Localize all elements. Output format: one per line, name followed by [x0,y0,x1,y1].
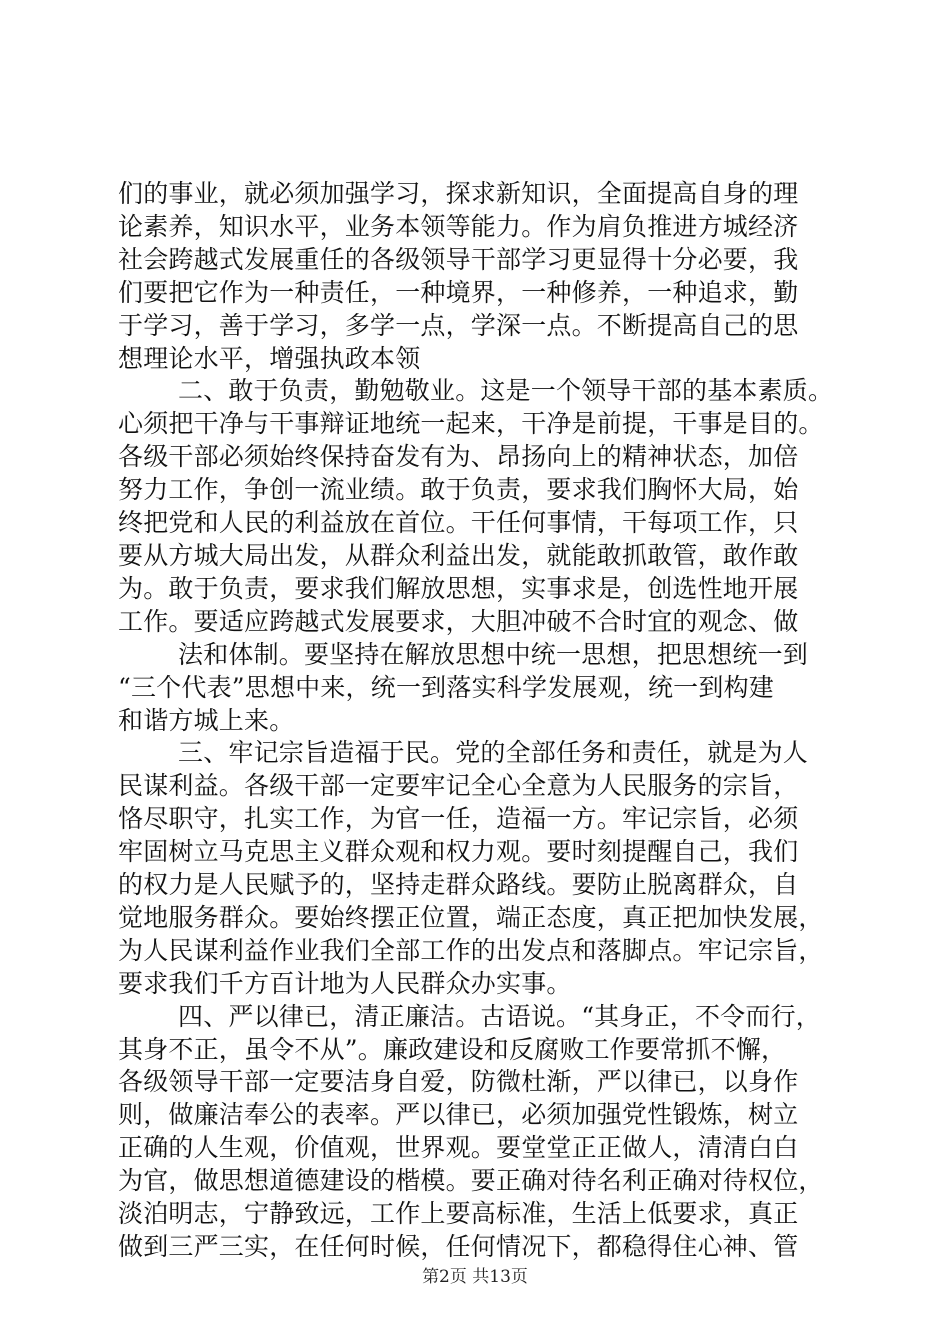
section-heading-line: 四、严以律已，清正廉洁。古语说。“其身正，不令而行， [178,1001,821,1031]
text-line: 淡泊明志，宁静致远，工作上要高标准，生活上低要求，真正 [118,1199,799,1229]
text-line: 其身不正，虽令不从”。廉政建设和反腐败工作要常抓不懈， [118,1034,787,1064]
text-line: 各级干部必须始终保持奋发有为、昂扬向上的精神状态，加倍 [118,442,799,472]
text-line: 的权力是人民赋予的，坚持走群众路线。要防止脱离群众，自 [118,870,799,900]
text-line: 要求我们千方百计地为人民群众办实事。 [118,968,572,998]
text-line: 牢固树立马克思主义群众观和权力观。要时刻提醒自己，我们 [118,837,799,867]
text-line: 各级领导干部一定要洁身自爱，防微杜渐，严以律已，以身作 [118,1067,799,1097]
text-line: 为官，做思想道德建设的楷模。要正确对待名利正确对待权位， [118,1166,824,1196]
text-line: 觉地服务群众。要始终摆正位置，端正态度，真正把加快发展， [118,902,824,932]
document-body [118,178,838,1264]
text-line: 法和体制。要坚持在解放思想中统一思想，把思想统一到 [178,639,809,669]
text-line: 恪尽职守，扎实工作，为官一任，造福一方。牢记宗旨，必须 [118,804,799,834]
text-line: 心须把干净与干事辩证地统一起来，干净是前提，干事是目的。 [118,409,824,439]
text-line: 论素养，知识水平，业务本领等能力。作为肩负推进方城经济 [118,211,799,241]
text-line: 和谐方城上来。 [118,705,295,735]
section-heading-line: 三、牢记宗旨造福于民。党的全部任务和责任，就是为人 [178,738,809,768]
section-heading-line: 二、敢于负责，勤勉敬业。这是一个领导干部的基本素质。 [178,376,834,406]
text-line: 为。敢于负责，要求我们解放思想，实事求是，创选性地开展 [118,573,799,603]
text-line: 于学习，善于学习，多学一点，学深一点。不断提高自己的思 [118,310,799,340]
text-line: 终把党和人民的利益放在首位。干任何事情，干每项工作，只 [118,508,799,538]
text-line: 正确的人生观，价值观，世界观。要堂堂正正做人，清清白白 [118,1133,799,1163]
text-line: 们的事业，就必须加强学习，探求新知识，全面提高自身的理 [118,179,799,208]
text-line: 想理论水平，增强执政本领 [118,343,421,373]
text-line: 做到三严三实，在任何时候，任何情况下，都稳得住心神、管 [118,1232,799,1261]
text-line: 社会跨越式发展重任的各级领导干部学习更显得十分必要，我 [118,244,799,274]
page-number-footer: 第2页 共13页 [422,1267,528,1287]
text-line: 要从方城大局出发，从群众利益出发，就能敢抓敢管，敢作敢 [118,540,799,570]
text-line: 们要把它作为一种责任，一种境界，一种修养，一种追求，勤 [118,277,799,307]
text-line: 努力工作，争创一流业绩。敢于负责，要求我们胸怀大局，始 [118,475,799,505]
text-line: 则，做廉洁奉公的表率。严以律已，必须加强党性锻炼，树立 [118,1100,799,1130]
text-line: 为人民谋利益作业我们全部工作的出发点和落脚点。牢记宗旨， [118,935,824,965]
text-line: “三个代表”思想中来，统一到落实科学发展观，统一到构建 [118,672,774,702]
text-line: 工作。要适应跨越式发展要求，大胆冲破不合时宜的观念、做 [118,606,799,636]
text-line: 民谋利益。各级干部一定要牢记全心全意为人民服务的宗旨， [118,771,799,801]
